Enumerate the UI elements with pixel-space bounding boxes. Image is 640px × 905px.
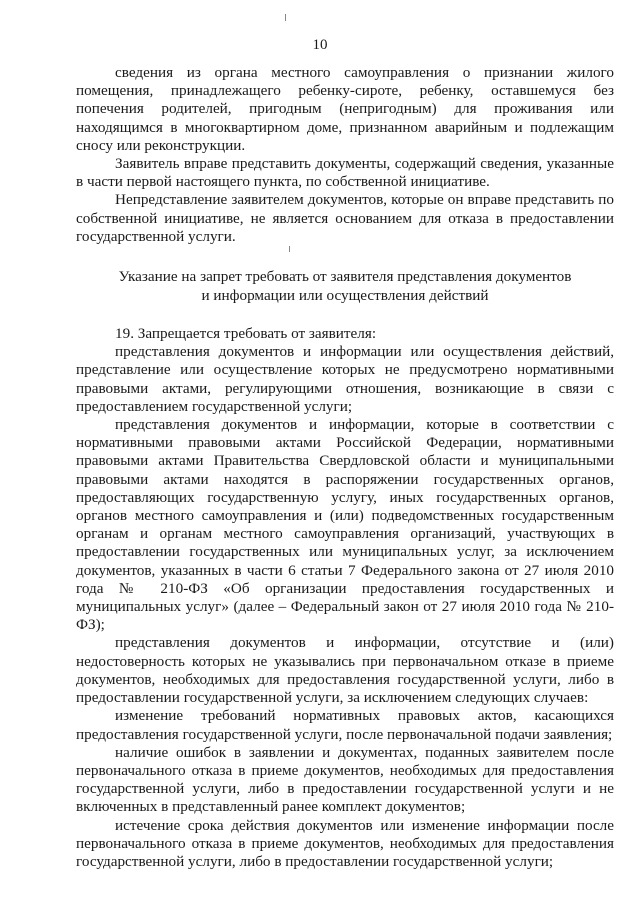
page-number: 10 bbox=[312, 37, 328, 53]
intro-paragraph-nonsubmission: Непредставление заявителем документов, которые он вправе представить по собственной инициативе, не является основанием для отказа в предоставлении государственной услуги. bbox=[76, 191, 614, 245]
exception-case-2: наличие ошибок в заявлении и документах, поданных заявителем после первоначального отказа в приеме документов, необходимых для предоставления государственной услуги, либо в предоставлении государственной услуги и не включенных в представленный ранее комплект документов; bbox=[76, 743, 614, 816]
document-body bbox=[76, 64, 614, 871]
intro-paragraph-continuation: сведения из органа местного самоуправления о признании жилого помещения, принадлежащего ребенку-сироте, ребенку, оставшемуся без попечения родителей, пригодным (непригодным) для проживания или находящимся в многоквартирном доме, признанном аварийным и подлежащим сносу или реконструкции. bbox=[76, 64, 614, 154]
prohibition-item-2: представления документов и информации, которые в соответствии с нормативными правовыми актами Российской Федерации, нормативными правовыми актами Правительства Свердловской области и муниципальными правовыми актами находятся в распоряжении государственных органов, предоставляющих государственную услугу, иных государственных органов, органов местного самоуправления и (или) подведомственных государственным органам и органам местного самоуправления организаций, участвующих в предоставлении государственных или муниципальных услуг, за исключением документов, указанных в части 6 статьи 7 Федерального закона от 27 июля 2010 года № 210-ФЗ «Об организации предоставления государственных и муниципальных услуг» (далее – Федеральный закон от 27 июля 2010 года № 210-ФЗ); bbox=[76, 416, 614, 634]
scan-mark-top bbox=[285, 14, 286, 21]
intro-paragraph-right: Заявитель вправе представить документы, содержащий сведения, указанные в части первой настоящего пункта, по собственной инициативе. bbox=[76, 155, 614, 191]
section-heading-line1: Указание на запрет требовать от заявителя представления документов bbox=[118, 268, 572, 286]
section-heading bbox=[76, 268, 614, 305]
prohibition-item-1: представления документов и информации или осуществления действий, представление или осуществление которых не предусмотрено нормативными правовыми актами, регулирующими отношения, возникающие в связи с предоставлением государственной услуги; bbox=[76, 343, 614, 415]
prohibition-item-3: представления документов и информации, отсутствие и (или) недостоверность которых не указывались при первоначальном отказе в приеме документов, необходимых для предоставления государственной услуги, либо в предоставлении государственной услуги, за исключением следующих случаев: bbox=[76, 634, 614, 707]
clause-19: 19. Запрещается требовать от заявителя: bbox=[115, 325, 377, 343]
exception-case-1: изменение требований нормативных правовых актов, касающихся предоставления государственной услуги, после первоначальной подачи заявления; bbox=[76, 707, 614, 743]
exception-case-3: истечение срока действия документов или изменение информации после первоначального отказа в приеме документов, необходимых для предоставления государственной услуги, либо в предоставлении государственной услуги; bbox=[76, 816, 614, 870]
section-heading-line2: и информации или осуществления действий bbox=[201, 286, 489, 304]
